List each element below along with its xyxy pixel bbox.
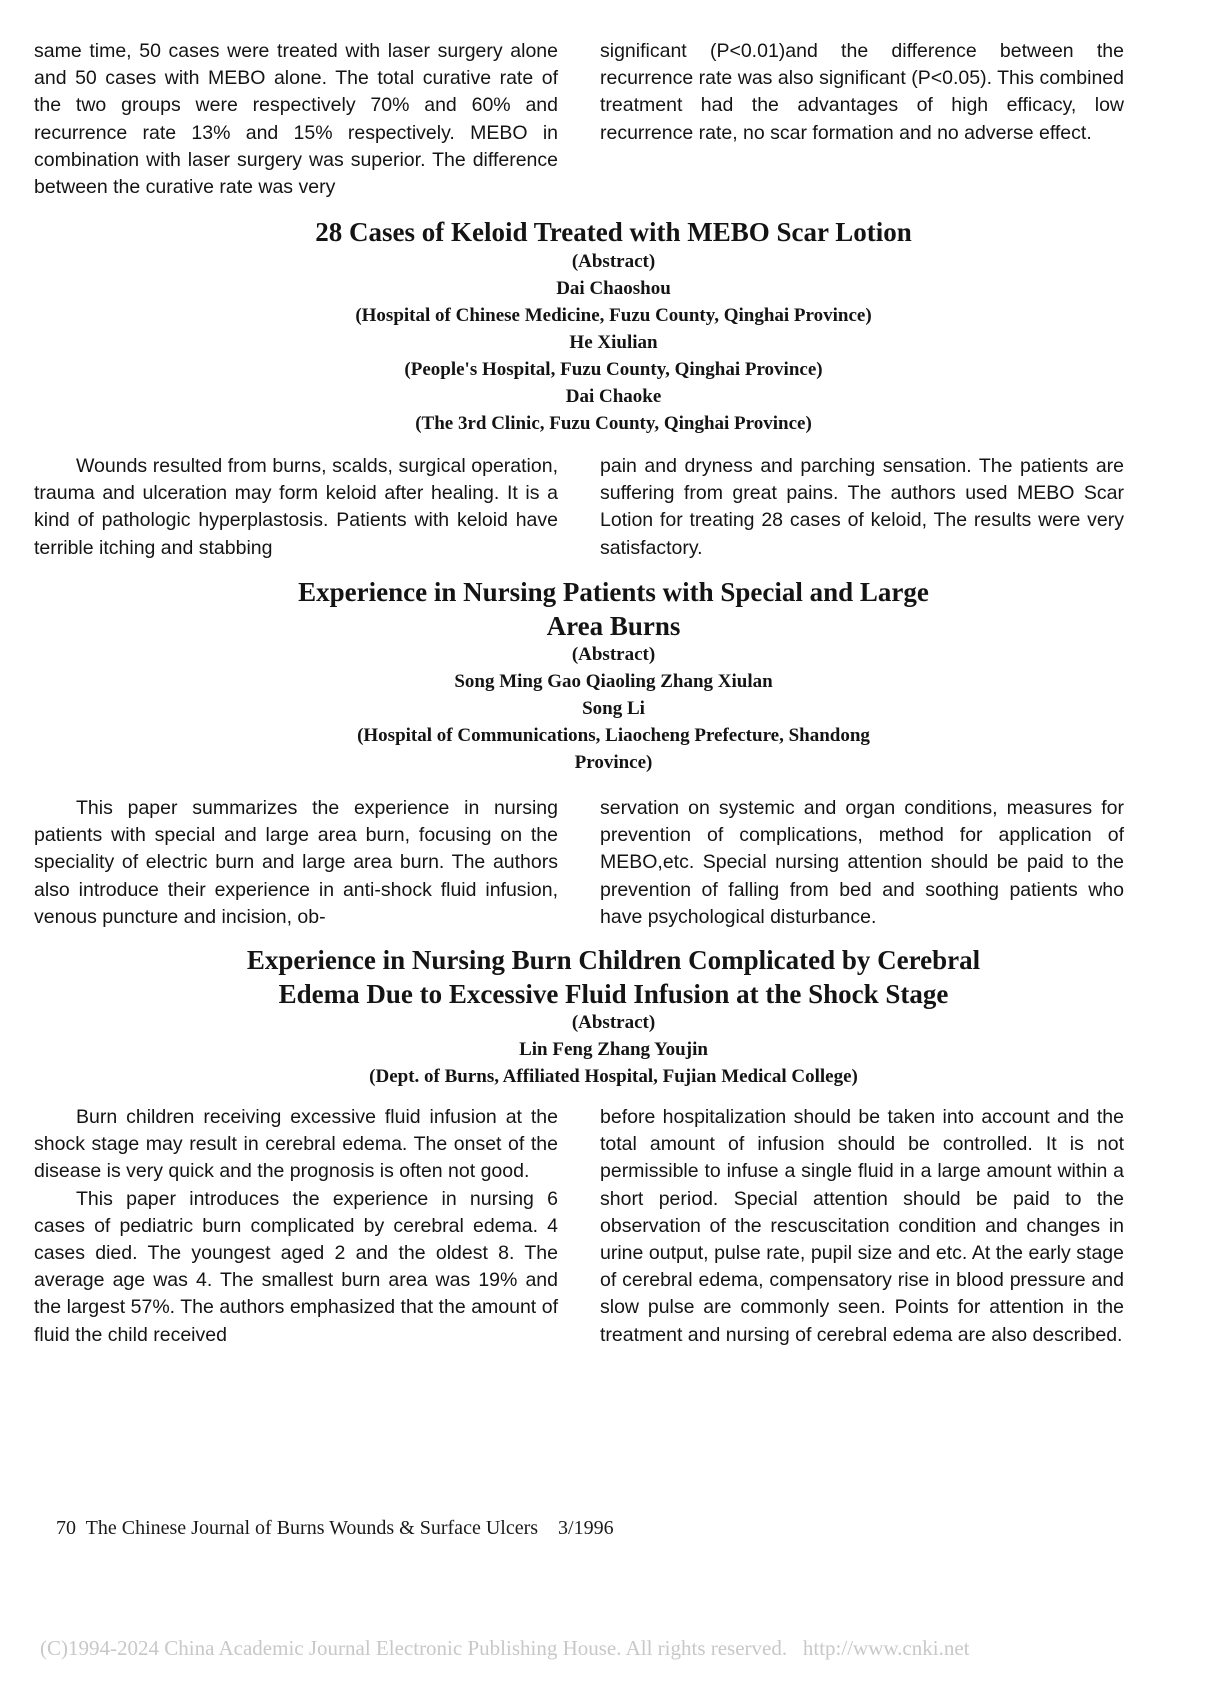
article-2-body xyxy=(34,795,1124,931)
abstract-label: (Abstract) xyxy=(571,251,656,272)
source-url: http://www.cnki.net xyxy=(802,1636,970,1660)
page-number: 70 xyxy=(56,1517,76,1539)
affiliation: (People's Hospital, Fuzu County, Qinghai Province) xyxy=(404,359,823,380)
article-3-title: Experience in Nursing Burn Children Complicated by Cerebral Edema Due to Excessive Fluid Infusion at the Shock Stage xyxy=(246,945,981,1009)
issue-label: 3/1996 xyxy=(558,1517,614,1539)
body-paragraph: before hospitalization should be taken into account and the total amount of infusion should be controlled. It is not permissible to infuse a single fluid in a large amount within a short period. Special attention should be paid to the observation of the rescuscitation condition and changes in urine output, pulse rate, pupil size and etc. At the early stage of cerebral edema, compensatory rise in blood pressure and slow pulse are commonly seen. Points for attention in the treatment and nursing of cerebral edema are also described. xyxy=(600,1106,1124,1346)
left-column xyxy=(34,38,558,201)
authors: Song Ming Gao Qiaoling Zhang Xiulan xyxy=(454,671,773,692)
article-1-title: 28 Cases of Keloid Treated with MEBO Scar Lotion xyxy=(315,217,912,247)
affiliation: (Dept. of Burns, Affiliated Hospital, Fujian Medical College) xyxy=(369,1066,858,1087)
body-paragraph: servation on systemic and organ conditions, measures for prevention of complications, method for application of MEBO,etc. Special nursing attention should be paid to the prevention of falling from bed and soothing patients who have psychological disturbance. xyxy=(600,797,1124,928)
copyright-watermark xyxy=(40,1636,970,1661)
author: Dai Chaoshou xyxy=(556,278,671,299)
left-column xyxy=(34,453,558,562)
affiliation: (Hospital of Communications, Liaocheng Prefecture, Shandong xyxy=(357,725,870,746)
abstract-label: (Abstract) xyxy=(571,1012,656,1033)
body-paragraph: pain and dryness and parching sensation. The patients are suffering from great pains. The authors used MEBO Scar Lotion for treating 28 cases of keloid, The results were very satisfactory. xyxy=(600,455,1124,559)
author: Dai Chaoke xyxy=(565,386,662,407)
body-paragraph: This paper summarizes the experience in nursing patients with special and large area burn, focusing on the speciality of electric burn and large area burn. The authors also introduce their experience in anti-shock fluid infusion, venous puncture and incision, ob- xyxy=(34,797,558,928)
right-column xyxy=(600,38,1124,201)
right-column xyxy=(600,1104,1124,1349)
journal-name: The Chinese Journal of Burns Wounds & Surface Ulcers xyxy=(85,1517,539,1539)
left-column xyxy=(34,795,558,931)
abstract-label: (Abstract) xyxy=(571,644,656,665)
article-1-byline xyxy=(0,248,1227,437)
article-3-body xyxy=(34,1104,1124,1349)
page-footer xyxy=(56,1517,614,1540)
body-paragraph: Wounds resulted from burns, scalds, surgical operation, trauma and ulceration may form keloid after healing. It is a kind of pathologic hyperplastosis. Patients with keloid have terrible itching and stabbing xyxy=(34,455,558,559)
author: He Xiulian xyxy=(569,332,658,353)
continued-paragraph-left: same time, 50 cases were treated with laser surgery alone and 50 cases with MEBO alone. The total curative rate of the two groups were respectively 70% and 60% and recurrence rate 13% and 15% respectively. MEBO in combination with laser surgery was superior. The difference between the curative rate was very xyxy=(34,40,558,199)
body-paragraph: This paper introduces the experience in nursing 6 cases of pediatric burn complicated by cerebral edema. 4 cases died. The youngest aged 2 and the oldest 8. The average age was 4. The smallest burn area was 19% and the largest 57%. The authors emphasized that the amount of fluid the child received xyxy=(34,1187,558,1346)
copyright-notice: (C)1994-2024 China Academic Journal Electronic Publishing House. All rights reserved. xyxy=(40,1636,788,1660)
article-1-body xyxy=(34,453,1124,562)
right-column xyxy=(600,453,1124,562)
right-column xyxy=(600,795,1124,931)
continued-paragraph-right: significant (P<0.01)and the difference between the recurrence rate was also significant (P<0.05). This combined treatment had the advantages of high efficacy, low recurrence rate, no scar formation and no adverse effect. xyxy=(600,40,1124,144)
continued-text-columns xyxy=(34,38,1124,201)
article-2-title: Experience in Nursing Patients with Special and Large Area Burns xyxy=(298,577,929,641)
affiliation: Province) xyxy=(574,752,653,773)
affiliation: (Hospital of Chinese Medicine, Fuzu County, Qinghai Province) xyxy=(355,305,872,326)
left-column xyxy=(34,1104,558,1349)
author: Song Li xyxy=(582,698,645,719)
body-paragraph: Burn children receiving excessive fluid infusion at the shock stage may result in cerebral edema. The onset of the disease is very quick and the prognosis is often not good. xyxy=(34,1106,558,1183)
article-2-byline xyxy=(0,641,1227,776)
authors: Lin Feng Zhang Youjin xyxy=(519,1039,708,1060)
article-3-byline xyxy=(0,1009,1227,1090)
affiliation: (The 3rd Clinic, Fuzu County, Qinghai Province) xyxy=(415,413,812,434)
